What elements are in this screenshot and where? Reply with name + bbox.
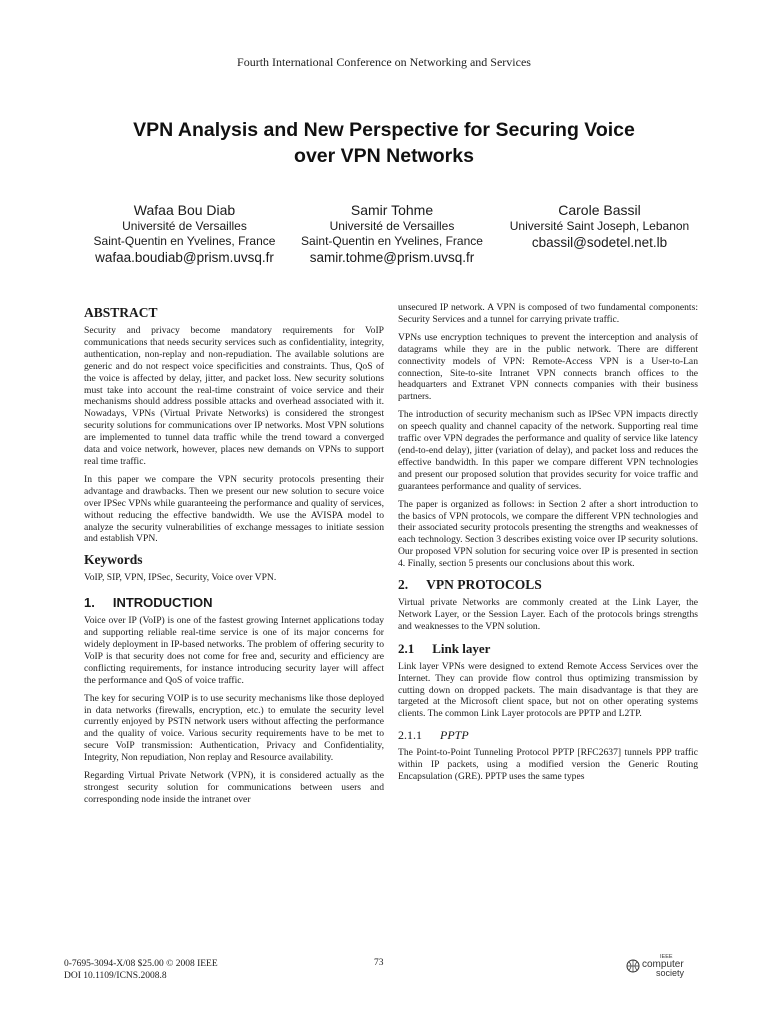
section-title: VPN PROTOCOLS	[426, 577, 542, 593]
logo-society: society	[656, 968, 685, 978]
body-paragraph: The Point-to-Point Tunneling Protocol PPTP [RFC2637] tunnels PPP traffic within IP packets, using a modified version the Generic Routing Encapsulation (GRE). PPTP uses the same types	[398, 747, 698, 783]
body-paragraph: Regarding Virtual Private Network (VPN), it is considered actually as the strongest security solution for communications between users and corresponding node inside the intranet over	[84, 770, 384, 805]
keywords-text: VoIP, SIP, VPN, IPSec, Security, Voice over VPN.	[84, 572, 277, 584]
author-affiliation: Université de Versailles	[122, 219, 247, 233]
footer-copyright	[64, 958, 218, 982]
author-1	[82, 201, 287, 266]
author-name: Carole Bassil	[558, 202, 641, 218]
abstract-paragraph: In this paper we compare the VPN security protocols presenting their advantage and drawbacks. Then we present our new solution to secure voice over IPSec VPNs while guaranteeing the performance and quality of services, without reducing the effective bandwidth. We use the AVISPA model to analyze the security vulnerabilities of exchange messages to initiate session and establish VPN.	[84, 473, 384, 545]
title-line-1: VPN Analysis and New Perspective for Securing Voice	[133, 119, 635, 141]
author-affiliation: Université de Versailles	[329, 219, 455, 233]
author-affiliation-location: Saint-Quentin en Yvelines, France	[301, 234, 483, 248]
body-paragraph: unsecured IP network. A VPN is composed of two fundamental components: Security Services and a tunnel for carrying private traffic.	[398, 302, 698, 325]
author-email: wafaa.boudiab@prism.uvsq.fr	[95, 250, 274, 265]
author-affiliation-location: Saint-Quentin en Yvelines, France	[93, 234, 276, 248]
author-3	[497, 201, 702, 266]
author-email: cbassil@sodetel.net.lb	[531, 235, 668, 250]
conference-header: Fourth International Conference on Networking and Services	[237, 55, 531, 69]
page-number: 73	[374, 958, 384, 968]
abstract-paragraph: Security and privacy become mandatory requirements for VoIP communications that needs security services such as confidentiality, integrity, authentication, non-replay and non-repudiation. The available solutions are generic and do not respect voice specificities and constraints. Thus, QoS of the voice is affected by delay, jitter, and packet loss. New security solutions must take into account the real-time constraint of voice service and their mechanisms should address possible attacks and overhead associated with it. Nowadays, VPNs (Virtual Private Networks) is considered the strongest security solutions for communications over IP networks. Most VPN solutions are implemented to tunnel data traffic while the trend toward a converged data and voice network, however, places new demands on VPNs to support real time traffic.	[84, 325, 384, 467]
body-paragraph: VPNs use encryption techniques to prevent the interception and analysis of datagrams while they are in the public network. There are different connectivity models of VPN: Remote-Access VPN is a User-to-Lan connection, Site-to-site Intranet VPN connects branch offices to the headquarters and Extranet VPN connects companies with their business partners.	[398, 331, 698, 403]
ieee-computer-society-logo-icon	[626, 952, 706, 978]
body-paragraph: Virtual private Networks are commonly created at the Link Layer, the Network Layer, or the Session Layer. Each of the protocols brings strengths and weaknesses to the VPN solution.	[398, 597, 698, 632]
section-number: 1.	[84, 595, 95, 611]
author-2	[290, 201, 495, 266]
abstract-heading: ABSTRACT	[84, 305, 158, 320]
left-column	[84, 302, 384, 812]
logo-ieee: IEEE	[660, 954, 673, 960]
section-number: 2.	[398, 577, 409, 593]
section-heading-vpn-protocols	[398, 576, 698, 593]
body-paragraph: The key for securing VOIP is to use security mechanisms like those deployed in data networks (firewalls, encryption, etc.) to emulate the security level currently enjoyed by PSTN network users without affecting the performance and the quality of voice. Various security requirements have to be met to secure VoIP transmission: Authentication, Privacy and Confidentiality, Integrity, Non repudiation, Non replay and Resource availability.	[84, 692, 384, 764]
author-email: samir.tohme@prism.uvsq.fr	[309, 250, 475, 265]
logo-computer: computer	[642, 959, 684, 970]
author-affiliation: Université Saint Joseph, Lebanon	[509, 219, 690, 233]
section-heading-introduction	[84, 594, 384, 611]
body-paragraph: The introduction of security mechanism such as IPSec VPN impacts directly on speech quality and channel capacity of the network. Supporting real time traffic over VPN degrades the performance and quality of service like latency (end-to-end delay), jitter (variation of delay), and packet loss and reduces the effective bandwidth. In this paper we compare different VPN technologies and present our proposed solution that provides security for voice traffic and guarantees performance and quality of services.	[398, 409, 698, 492]
body-paragraph: Voice over IP (VoIP) is one of the fastest growing Internet applications today and supporting reliable real-time service is one of its major concerns for widely deployment in IP-based networks. The problem of offering security to VoIP is that security does not come for free and, security and efficiency are conflicting requirements, for instance introducing security layer will affect the performance and QoS of voice traffic.	[84, 615, 384, 686]
right-column	[398, 302, 698, 789]
author-name: Samir Tohme	[350, 202, 434, 218]
author-name: Wafaa Bou Diab	[133, 202, 236, 218]
subsubsection-number: 2.1.1	[398, 728, 422, 743]
subsection-title: Link layer	[432, 640, 491, 656]
paper-title	[60, 117, 708, 169]
subsection-number: 2.1	[398, 640, 415, 656]
keywords-heading: Keywords	[84, 552, 143, 568]
subsubsection-title: PPTP	[440, 728, 469, 743]
section-title: INTRODUCTION	[112, 595, 213, 611]
footer-isbn: 0-7695-3094-X/08 $25.00 © 2008 IEEE	[64, 959, 218, 969]
author-block	[82, 201, 702, 266]
body-paragraph: The paper is organized as follows: in Section 2 after a short introduction to the basics of VPN protocols, we compare the different VPN technologies and their associated security protocols presenting the strengths and weaknesses of each technology. Section 3 describes existing voice over IP security solutions. Our proposed VPN solution for securing voice over IP is presented in section 4. Finally, section 5 presents our conclusions about this work.	[398, 498, 698, 570]
subsection-heading-link-layer	[398, 641, 698, 657]
body-paragraph: Link layer VPNs were designed to extend Remote Access Services over the Internet. They can provide flow control thus optimizing transmission by cutting down on dropped packets. The main disadvantage is that they are targeted at the Microsoft client space, but not on other operating systems clients. The common Link Layer protocols are PPTP and L2TP.	[398, 660, 698, 720]
title-line-2: over VPN Networks	[294, 145, 474, 167]
footer-doi: DOI 10.1109/ICNS.2008.8	[64, 971, 167, 981]
subsubsection-heading-pptp	[398, 728, 698, 743]
